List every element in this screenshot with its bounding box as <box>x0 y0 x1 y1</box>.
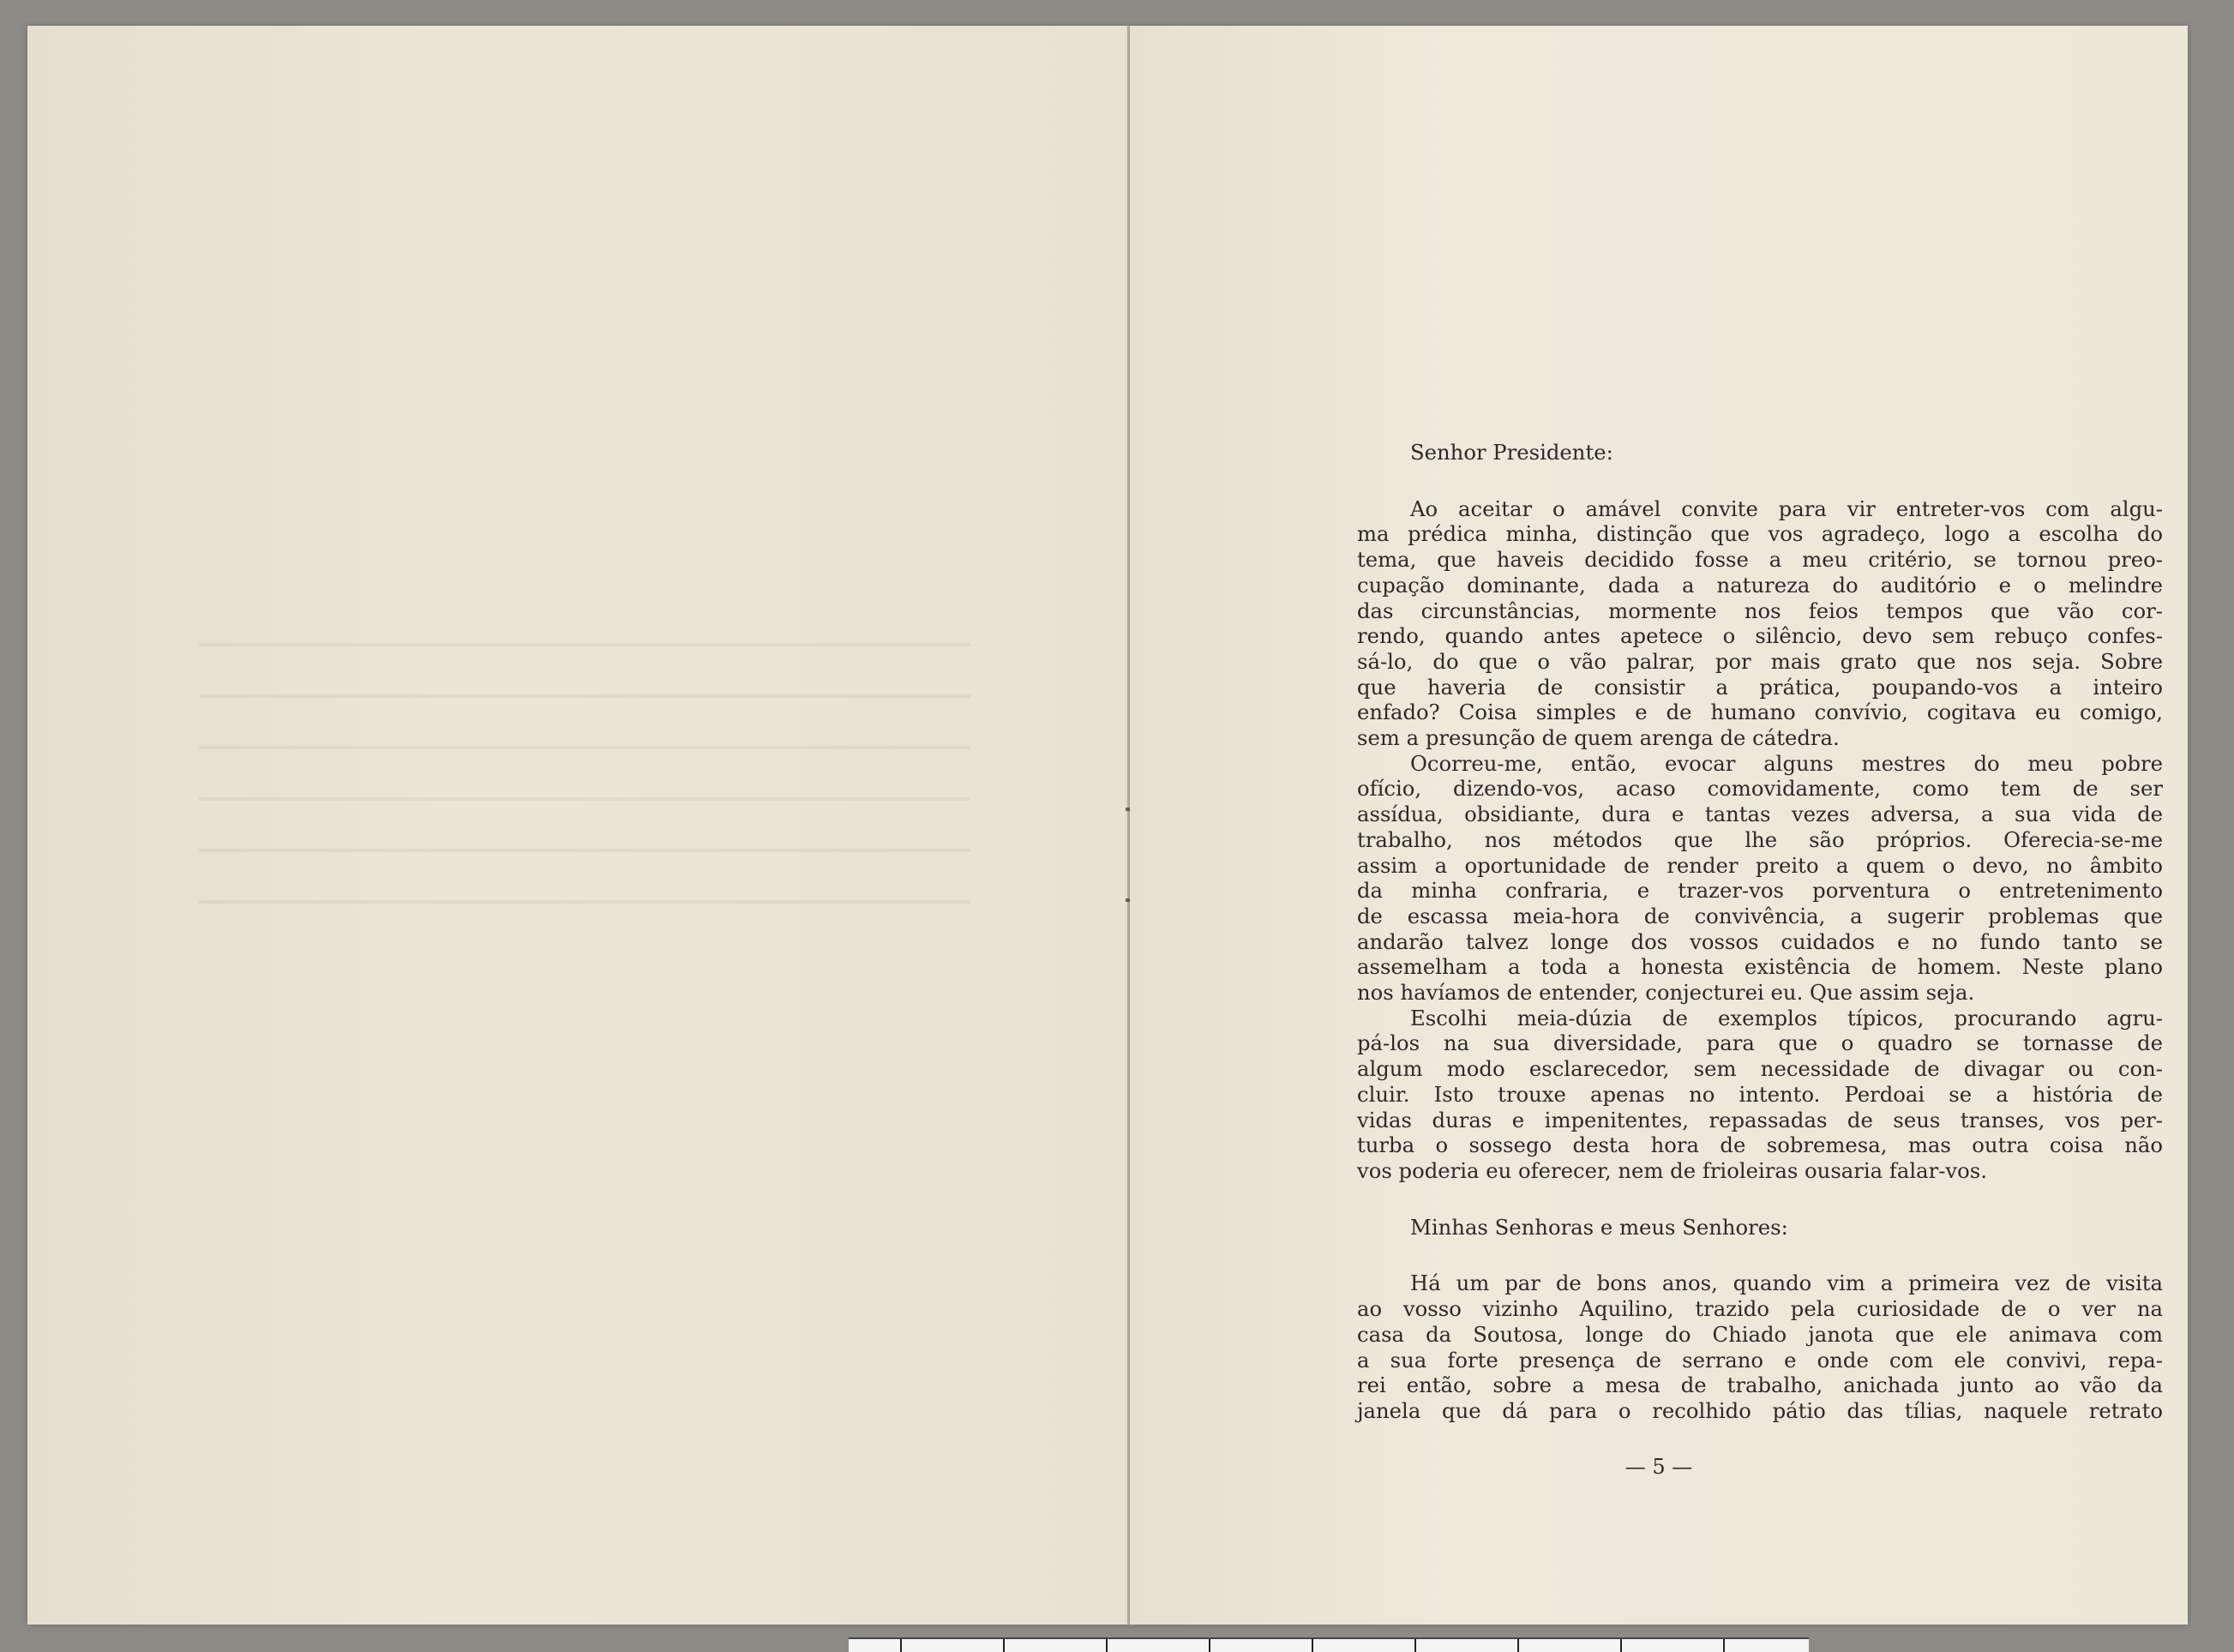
text-line: nos havíamos de entender, conjecturei eu. Que assim seja. <box>1357 980 1975 1006</box>
page-number: — 5 — <box>1624 1455 1693 1479</box>
text-line: assídua, obsidiante, dura e tantas vezes adversa, a sua vida de <box>1357 802 2163 827</box>
scale-ruler <box>849 1637 1809 1652</box>
text-line: vidas duras e impenitentes, repassadas de seus transes, vos per- <box>1357 1107 2163 1132</box>
paragraph-3 <box>1357 1006 2163 1184</box>
page-body <box>1357 440 2163 1424</box>
text-line: assim a oportunidade de render preito a quem o devo, no âmbito <box>1357 852 2163 878</box>
text-line: da minha confraria, e trazer-vos porventura o entretenimento <box>1357 878 2163 904</box>
text-line: ma prédica minha, distinção que vos agradeço, logo a escolha do <box>1357 521 2163 547</box>
text-line: cluir. Isto trouxe apenas no intento. Perdoai se a história de <box>1357 1081 2163 1107</box>
text-line: das circunstâncias, mormente nos feios tempos que vão cor- <box>1357 598 2163 623</box>
text-line: tema, que haveis decidido fosse a meu critério, se tornou preo- <box>1357 547 2163 573</box>
text-line: casa da Soutosa, longe do Chiado janota que ele animava com <box>1357 1321 2163 1347</box>
paragraph-2 <box>1357 751 2163 1006</box>
text-line: trabalho, nos métodos que lhe são próprios. Oferecia-se-me <box>1357 826 2163 852</box>
text-line: Há um par de bons anos, quando vim a primeira vez de visita <box>1410 1271 2163 1296</box>
right-page <box>1130 26 2188 1625</box>
show-through-text <box>199 643 970 934</box>
text-line: assemelham a toda a honesta existência de homem. Neste plano <box>1357 954 2163 980</box>
text-line: de escassa meia-hora de convivência, a sugerir problemas que <box>1357 903 2163 928</box>
text-line: rendo, quando antes apetece o silêncio, devo sem rebuço confes- <box>1357 623 2163 649</box>
text-line: janela que dá para o recolhido pátio das tílias, naquele retrato <box>1357 1397 2163 1423</box>
text-line: rei então, sobre a mesa de trabalho, anichada junto ao vão da <box>1357 1373 2163 1398</box>
text-line: ofício, dizendo-vos, acaso comovidamente, como tem de ser <box>1357 776 2163 802</box>
text-line: sá-lo, do que o vão palrar, por mais grato que nos seja. Sobre <box>1357 648 2163 674</box>
text-line: andarão talvez longe dos vossos cuidados e no fundo tanto se <box>1357 928 2163 954</box>
text-line: pá-los na sua diversidade, para que o quadro se tornasse de <box>1357 1030 2163 1056</box>
salutation-audience: Minhas Senhoras e meus Senhores: <box>1410 1214 1788 1240</box>
text-line: vos poderia eu oferecer, nem de frioleiras ousaria falar-vos. <box>1357 1157 1987 1183</box>
text-line: sem a presunção de quem arenga de cátedra. <box>1357 725 1840 751</box>
text-line: enfado? Coisa simples e de humano convívio, cogitava eu comigo, <box>1357 700 2163 725</box>
left-page-blank <box>27 26 1127 1625</box>
text-line: Ocorreu-me, então, evocar alguns mestres do meu pobre <box>1410 750 2163 776</box>
text-line: Escolhi meia-dúzia de exemplos típicos, procurando agru- <box>1410 1005 2163 1030</box>
paragraph-4 <box>1357 1271 2163 1423</box>
text-line: Ao aceitar o amável convite para vir entreter-vos com algu- <box>1410 496 2163 521</box>
text-line: que haveria de consistir a prática, poupando-vos a inteiro <box>1357 674 2163 700</box>
text-line: turba o sossego desta hora de sobremesa, mas outra coisa não <box>1357 1132 2163 1158</box>
text-line: ao vosso vizinho Aquilino, trazido pela curiosidade de o ver na <box>1357 1296 2163 1322</box>
text-line: a sua forte presença de serrano e onde com ele convivi, repa- <box>1357 1347 2163 1373</box>
paragraph-1 <box>1357 496 2163 751</box>
booklet-spread <box>27 26 2188 1625</box>
salutation-president: Senhor Presidente: <box>1410 440 1613 465</box>
text-line: algum modo esclarecedor, sem necessidade de divagar ou con- <box>1357 1056 2163 1082</box>
text-line: cupação dominante, dada a natureza do auditório e o melindre <box>1357 572 2163 598</box>
